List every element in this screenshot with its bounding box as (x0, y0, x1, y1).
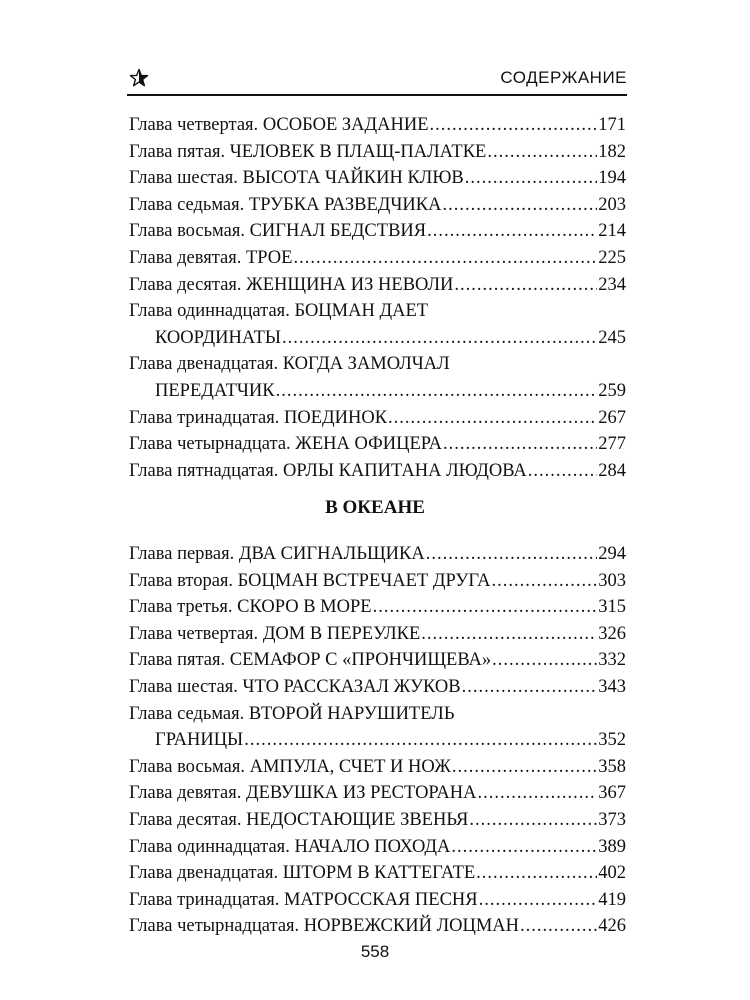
toc-part-2 (129, 541, 626, 940)
dot-leader (491, 568, 597, 595)
dot-leader (465, 165, 598, 192)
toc-line (129, 325, 626, 352)
dot-leader (520, 913, 597, 940)
page-ref: 259 (598, 380, 626, 401)
dot-leader (293, 245, 597, 272)
chapter-title: КООРДИНАТЫ (155, 327, 282, 348)
section-heading: В ОКЕАНЕ (325, 497, 425, 518)
dot-leader (388, 405, 597, 432)
chapter-label: Глава четырнадцатая. (129, 916, 304, 937)
page-ref: 343 (598, 676, 626, 697)
chapter-title: НЕДОСТАЮЩИЕ ЗВЕНЬЯ (246, 809, 469, 830)
toc-line (129, 458, 626, 485)
chapter-label: Глава десятая. (129, 274, 247, 295)
page-ref: 332 (598, 650, 626, 671)
chapter-label: Глава пятая. (129, 650, 230, 671)
chapter-title: ГРАНИЦЫ (155, 730, 244, 751)
chapter-title: АМПУЛА, СЧЕТ И НОЖ (249, 756, 451, 777)
dot-leader (451, 834, 597, 861)
chapter-label: Глава девятая. (129, 783, 246, 804)
toc-line (129, 621, 626, 648)
page-ref: 373 (598, 809, 626, 830)
chapter-label: Глава пятая. (129, 141, 230, 162)
chapter-title: ЖЕНА ОФИЦЕРА (295, 434, 443, 455)
toc-entry (129, 754, 626, 781)
chapter-label: Глава шестая. (129, 676, 243, 697)
chapter-label: Глава восьмая. (129, 221, 250, 242)
page-ref: 267 (598, 407, 626, 428)
toc-entry (129, 834, 626, 861)
toc-entry (129, 405, 626, 432)
chapter-title: СЕМАФОР С «ПРОНЧИЩЕВА» (229, 650, 492, 671)
dot-leader (492, 647, 597, 674)
chapter-label: Глава двенадцатая. (129, 354, 283, 375)
chapter-label: Глава четвертая. (129, 623, 263, 644)
chapter-label: Глава четырнадцата. (129, 434, 296, 455)
chapter-label: Глава одиннадцатая. (129, 836, 295, 857)
toc-line (129, 165, 626, 192)
chapter-title: ВТОРОЙ НАРУШИТЕЛЬ (248, 703, 455, 724)
chapter-title: ЖЕНЩИНА ИЗ НЕВОЛИ (246, 274, 454, 295)
chapter-title: БОЦМАН ДАЕТ (294, 301, 429, 322)
toc-line (129, 807, 626, 834)
toc-line (129, 568, 626, 595)
chapter-title: ОРЛЫ КАПИТАНА ЛЮДОВА (283, 460, 527, 481)
toc-line (129, 834, 626, 861)
dot-leader (452, 754, 597, 781)
chapter-title: НОРВЕЖСКИЙ ЛОЦМАН (303, 916, 520, 937)
dot-leader (477, 780, 597, 807)
toc-entry (129, 860, 626, 887)
chapter-title: ЧТО РАССКАЗАЛ ЖУКОВ (242, 676, 461, 697)
dot-leader (528, 458, 597, 485)
chapter-title: ДОМ В ПЕРЕУЛКЕ (262, 623, 421, 644)
chapter-title: ОСОБОЕ ЗАДАНИЕ (262, 115, 429, 135)
page-ref: 214 (598, 221, 626, 242)
dot-leader (487, 139, 597, 166)
dot-leader (276, 378, 598, 405)
chapter-label: Глава девятая. (129, 247, 246, 268)
dot-leader (430, 112, 598, 139)
toc-line (129, 139, 626, 166)
toc-line (129, 647, 626, 674)
chapter-title: ТРОЕ (245, 247, 293, 268)
chapter-title: СИГНАЛ БЕДСТВИЯ (249, 221, 427, 242)
dot-leader (454, 272, 597, 299)
toc-entry (129, 621, 626, 648)
toc-line (129, 780, 626, 807)
toc-line (129, 405, 626, 432)
page-ref: 315 (598, 597, 626, 618)
page-ref: 294 (598, 544, 626, 564)
page-ref: 277 (598, 434, 626, 455)
dot-leader (426, 541, 598, 568)
chapter-label: Глава первая. (129, 544, 239, 564)
toc-entry (129, 647, 626, 674)
toc-entry (129, 218, 626, 245)
chapter-title: КОГДА ЗАМОЛЧАЛ (282, 354, 450, 375)
page-ref: 352 (598, 730, 626, 751)
dot-leader (373, 594, 598, 621)
chapter-title: ДЕВУШКА ИЗ РЕСТОРАНА (245, 783, 477, 804)
toc-entry (129, 298, 626, 351)
chapter-title: ШТОРМ В КАТТЕГАТЕ (282, 863, 476, 884)
page-ref: 303 (598, 570, 626, 591)
chapter-title: ДВА СИГНАЛЬЩИКА (238, 544, 425, 564)
page-ref: 389 (598, 836, 626, 857)
page-ref: 326 (598, 623, 626, 644)
dot-leader (476, 860, 597, 887)
toc-entry (129, 165, 626, 192)
toc-line (129, 887, 626, 914)
toc-line (129, 245, 626, 272)
chapter-title: ЧЕЛОВЕК В ПЛАЩ-ПАЛАТКЕ (229, 141, 487, 162)
page-header (127, 62, 627, 96)
chapter-label: Глава седьмая. (129, 194, 249, 215)
toc-line (129, 112, 626, 139)
toc-line (129, 218, 626, 245)
toc-entry (129, 351, 626, 404)
toc-entry (129, 913, 626, 940)
page-ref: 245 (598, 327, 626, 348)
page-ref: 284 (598, 460, 626, 481)
page-ref: 234 (598, 274, 626, 295)
chapter-label: Глава десятая. (129, 809, 247, 830)
dot-leader (443, 431, 597, 458)
page-ref: 225 (598, 247, 626, 268)
toc-entry (129, 701, 626, 754)
toc-entry (129, 541, 626, 568)
page-ref: 426 (598, 916, 626, 937)
toc-line (129, 913, 626, 940)
chapter-label: Глава седьмая. (129, 703, 249, 724)
toc-line (129, 272, 626, 299)
chapter-title: СКОРО В МОРЕ (237, 597, 372, 618)
toc-entry (129, 887, 626, 914)
chapter-title: ПОЕДИНОК (283, 407, 388, 428)
toc-entry (129, 272, 626, 299)
dot-leader (462, 674, 598, 701)
page-ref: 358 (598, 756, 626, 777)
chapter-label: Глава шестая. (129, 168, 243, 189)
page-number: 558 (360, 942, 390, 961)
toc-line (129, 674, 626, 701)
toc-entry (129, 245, 626, 272)
dot-leader (479, 887, 598, 914)
toc-entry (129, 192, 626, 219)
page-ref: 182 (598, 141, 626, 162)
toc-entry (129, 780, 626, 807)
chapter-title: МАТРОССКАЯ ПЕСНЯ (283, 889, 478, 910)
toc-line (129, 192, 626, 219)
chapter-label: Глава вторая. (129, 570, 238, 591)
page-ref: 367 (598, 783, 626, 804)
chapter-label: Глава третья. (129, 597, 238, 618)
toc-line (129, 298, 626, 325)
page-ref: 194 (598, 168, 626, 189)
dot-leader (282, 325, 597, 352)
header-title: СОДЕРЖАНИЕ (500, 68, 627, 87)
chapter-title: ПЕРЕДАТЧИК (155, 380, 275, 401)
chapter-title: НАЧАЛО ПОХОДА (294, 836, 451, 857)
chapter-title: ТРУБКА РАЗВЕДЧИКА (248, 194, 442, 215)
chapter-label: Глава одиннадцатая. (129, 301, 295, 322)
page-ref: 402 (598, 863, 626, 884)
toc-entry (129, 807, 626, 834)
toc-entry (129, 568, 626, 595)
page-ref: 171 (598, 115, 626, 135)
chapter-label: Глава тринадцатая. (129, 407, 284, 428)
toc-line (129, 378, 626, 405)
chapter-title: БОЦМАН ВСТРЕЧАЕТ ДРУГА (237, 570, 491, 591)
dot-leader (244, 727, 597, 754)
chapter-label: Глава пятнадцатая. (129, 460, 284, 481)
toc-line (129, 431, 626, 458)
star-icon (129, 68, 149, 88)
dot-leader (469, 807, 597, 834)
toc-entry (129, 431, 626, 458)
toc-line (129, 541, 626, 568)
chapter-label: Глава двенадцатая. (129, 863, 283, 884)
chapter-label: Глава четвертая. (129, 115, 263, 135)
toc-entry (129, 594, 626, 621)
toc-line (129, 860, 626, 887)
page-ref: 419 (598, 889, 626, 910)
dot-leader (443, 192, 598, 219)
page-ref: 203 (598, 194, 626, 215)
chapter-label: Глава тринадцатая. (129, 889, 284, 910)
toc-line (129, 351, 626, 378)
toc-line (129, 754, 626, 781)
chapter-label: Глава восьмая. (129, 756, 250, 777)
chapter-title: ВЫСОТА ЧАЙКИН КЛЮВ (242, 168, 464, 189)
toc-part-1 (129, 112, 626, 484)
dot-leader (421, 621, 597, 648)
toc-entry (129, 112, 626, 139)
toc-line (129, 594, 626, 621)
toc-line (129, 727, 626, 754)
toc-entry (129, 458, 626, 485)
dot-leader (427, 218, 597, 245)
toc-entry (129, 139, 626, 166)
toc-entry (129, 674, 626, 701)
toc-line (129, 701, 626, 728)
